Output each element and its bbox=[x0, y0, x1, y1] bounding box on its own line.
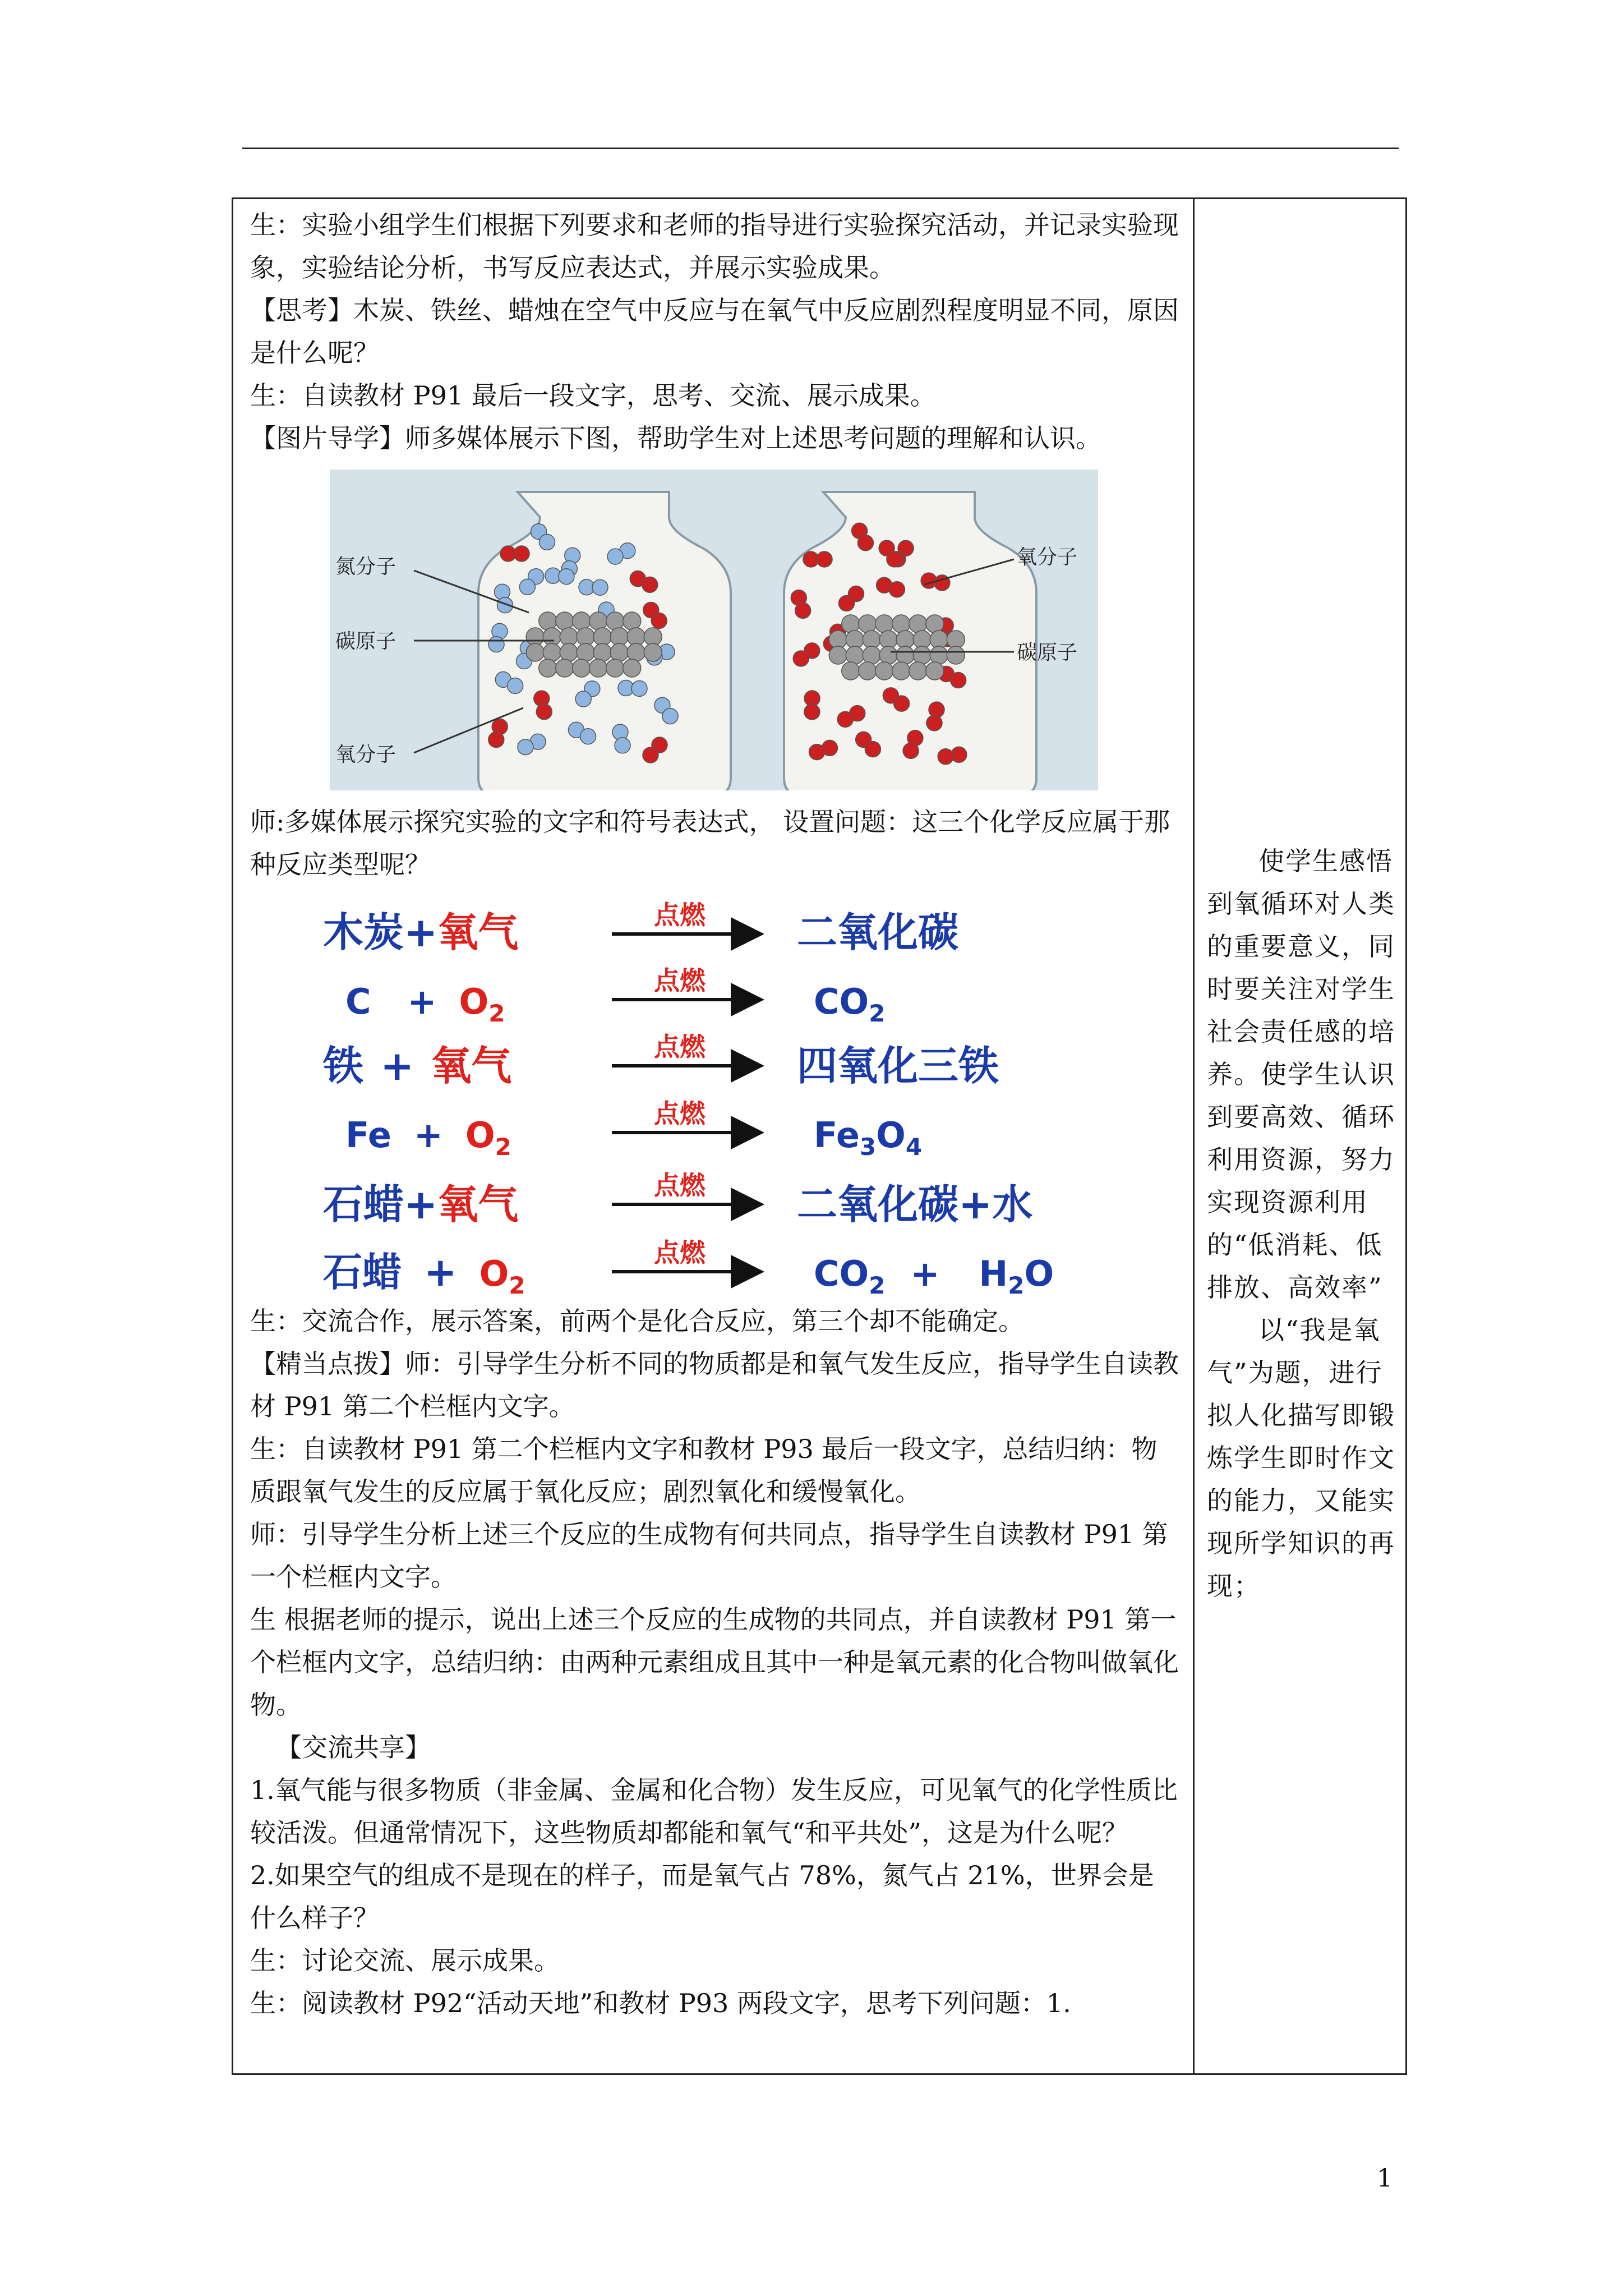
eq4-o: O bbox=[465, 1115, 495, 1156]
side-note: 以“我是氧气”为题，进行拟人化描写即锻炼学生即时作文的能力，又能实现所学知识的再现； bbox=[1207, 1315, 1395, 1601]
jars-illustration bbox=[330, 470, 1098, 790]
eq4-product-sub2: 4 bbox=[905, 1133, 923, 1161]
eq4-product-sub1: 3 bbox=[859, 1133, 877, 1161]
eq2-product-sub: 2 bbox=[869, 1000, 886, 1027]
eq6-product-h: H bbox=[979, 1253, 1008, 1294]
condition-label: 点燃 bbox=[654, 1032, 706, 1062]
condition-label: 点燃 bbox=[654, 1098, 706, 1129]
eq2-o: O bbox=[459, 981, 489, 1022]
equations-graphic bbox=[317, 890, 1125, 1300]
svg-text:铁+氧气 bbox=[322, 1042, 511, 1089]
eq3-plus: + bbox=[380, 1042, 414, 1089]
eq6-product-co: CO bbox=[814, 1253, 869, 1294]
right-label-oxygen: 氧分子 bbox=[1017, 546, 1078, 569]
paragraph: 生：讨论交流、展示成果。 bbox=[250, 1945, 560, 1976]
eq6-product-o: O bbox=[1024, 1253, 1054, 1294]
paragraph: 生：交流合作，展示答案，前两个是化合反应，第三个却不能确定。 bbox=[250, 1306, 1024, 1336]
svg-text:Fe+O2 bbox=[345, 1115, 511, 1161]
molecule-jars-figure bbox=[330, 470, 1098, 790]
question-item: 1.氧气能与很多物质（非金属、金属和化合物）发生反应，可见氧气的化学性质比较活泼。但通常情况下，这些物质却都能和氧气“和平共处”，这是为什么呢？ bbox=[250, 1775, 1178, 1848]
paragraph: 生 根据老师的提示，说出上述三个反应的生成物的共同点，并自读教材 P91 第一个栏框内文字，总结归纳：由两种元素组成且其中一种是氧元素的化合物叫做氧化物。 bbox=[250, 1604, 1179, 1720]
paragraph: 【图片导学】师多媒体展示下图，帮助学生对上述思考问题的理解和认识。 bbox=[250, 423, 1101, 453]
svg-text:CO2+H2O bbox=[814, 1253, 1054, 1299]
condition-label: 点燃 bbox=[654, 1170, 706, 1200]
svg-text:木炭+氧气 bbox=[323, 909, 518, 956]
eq6-o-sub: 2 bbox=[509, 1272, 525, 1299]
eq6-product-h-sub: 2 bbox=[1008, 1272, 1025, 1299]
column-divider bbox=[1193, 199, 1195, 2073]
eq1-reactant1: 木炭+ bbox=[323, 909, 438, 956]
eq1-reactant2: 氧气 bbox=[437, 909, 519, 956]
eq2-plus: + bbox=[407, 981, 437, 1022]
eq5-product: 二氧化碳+水 bbox=[797, 1181, 1033, 1228]
right-label-carbon: 碳原子 bbox=[1017, 641, 1078, 664]
paragraph: 生：实验小组学生们根据下列要求和老师的指导进行实验探究活动，并记录实验现象，实验结论分析，书写反应表达式，并展示实验成果。 bbox=[250, 210, 1179, 283]
svg-text:Fe3O4 bbox=[814, 1115, 922, 1161]
eq4-o-sub: 2 bbox=[495, 1133, 511, 1161]
eq4-reactant1: Fe bbox=[345, 1115, 391, 1156]
left-label-oxygen: 氧分子 bbox=[335, 743, 396, 766]
eq6-plus2: + bbox=[910, 1253, 940, 1294]
eq2-o-sub: 2 bbox=[488, 1000, 505, 1027]
left-label-carbon: 碳原子 bbox=[335, 630, 396, 653]
paragraph: 【精当点拨】师：引导学生分析不同的物质都是和氧气发生反应，指导学生自读教材 P91 第二个栏框内文字。 bbox=[250, 1349, 1179, 1421]
paragraph: 生：阅读教材 P92“活动天地”和教材 P93 两段文字，思考下列问题：1. bbox=[250, 1988, 1071, 2018]
left-label-nitrogen: 氮分子 bbox=[335, 555, 396, 578]
condition-label: 点燃 bbox=[654, 900, 706, 930]
svg-text:石蜡+O2 bbox=[323, 1249, 525, 1299]
svg-text:C+O2 bbox=[345, 981, 505, 1027]
section-heading: 【交流共享】 bbox=[276, 1732, 431, 1763]
paragraph: 【思考】木炭、铁丝、蜡烛在空气中反应与在氧气中反应剧烈程度明显不同，原因是什么呢？ bbox=[250, 295, 1179, 368]
eq5-reactant2: 氧气 bbox=[437, 1181, 519, 1228]
eq3-product: 四氧化三铁 bbox=[797, 1042, 999, 1089]
eq6-plus: + bbox=[424, 1249, 457, 1295]
eq4-plus: + bbox=[413, 1115, 443, 1156]
eq3-reactant2: 氧气 bbox=[431, 1042, 512, 1089]
lesson-table bbox=[232, 197, 1407, 2075]
question-item: 2.如果空气的组成不是现在的样子，而是氧气占 78%，氮气占 21%，世界会是什么样子？ bbox=[250, 1860, 1154, 1933]
paragraph: 师：引导学生分析上述三个反应的生成物有何共同点，指导学生自读教材 P91 第一个栏框内文字。 bbox=[250, 1519, 1168, 1592]
side-notes-column bbox=[1207, 840, 1398, 1607]
paragraph: 生：自读教材 P91 第二个栏框内文字和教材 P93 最后一段文字，总结归纳：物质跟氧气发生的反应属于氧化反应；剧烈氧化和缓慢氧化。 bbox=[250, 1434, 1158, 1507]
eq6-product-co-sub: 2 bbox=[869, 1272, 886, 1299]
condition-label: 点燃 bbox=[654, 1237, 706, 1268]
main-column bbox=[250, 204, 1179, 2024]
eq4-product-fe: Fe bbox=[814, 1115, 860, 1156]
paragraph: 师:多媒体展示探究实验的文字和符号表达式， 设置问题：这三个化学反应属于那种反应类型呢？ bbox=[250, 807, 1170, 880]
eq5-reactant1: 石蜡+ bbox=[323, 1181, 438, 1228]
eq3-reactant1: 铁 bbox=[323, 1042, 364, 1089]
eq6-o: O bbox=[479, 1253, 509, 1294]
eq4-product-o: O bbox=[876, 1115, 906, 1156]
reaction-equations bbox=[317, 890, 1125, 1300]
header-rule bbox=[242, 148, 1399, 149]
eq1-product: 二氧化碳 bbox=[797, 909, 959, 956]
svg-text:石蜡+氧气 bbox=[323, 1181, 518, 1228]
eq6-reactant1: 石蜡 bbox=[323, 1249, 402, 1295]
condition-label: 点燃 bbox=[654, 965, 706, 996]
svg-text:CO2 bbox=[814, 981, 885, 1027]
paragraph: 生：自读教材 P91 最后一段文字，思考、交流、展示成果。 bbox=[250, 380, 936, 411]
page-number: 1 bbox=[1377, 2164, 1393, 2193]
side-note: 使学生感悟到氧循环对人类的重要意义，同时要关注对学生社会责任感的培养。使学生认识到要高效、循环利用资源，努力实现资源利用的“低消耗、低排放、高效率” bbox=[1207, 846, 1395, 1303]
eq2-reactant1: C bbox=[345, 981, 371, 1022]
eq2-product: CO bbox=[814, 981, 869, 1022]
